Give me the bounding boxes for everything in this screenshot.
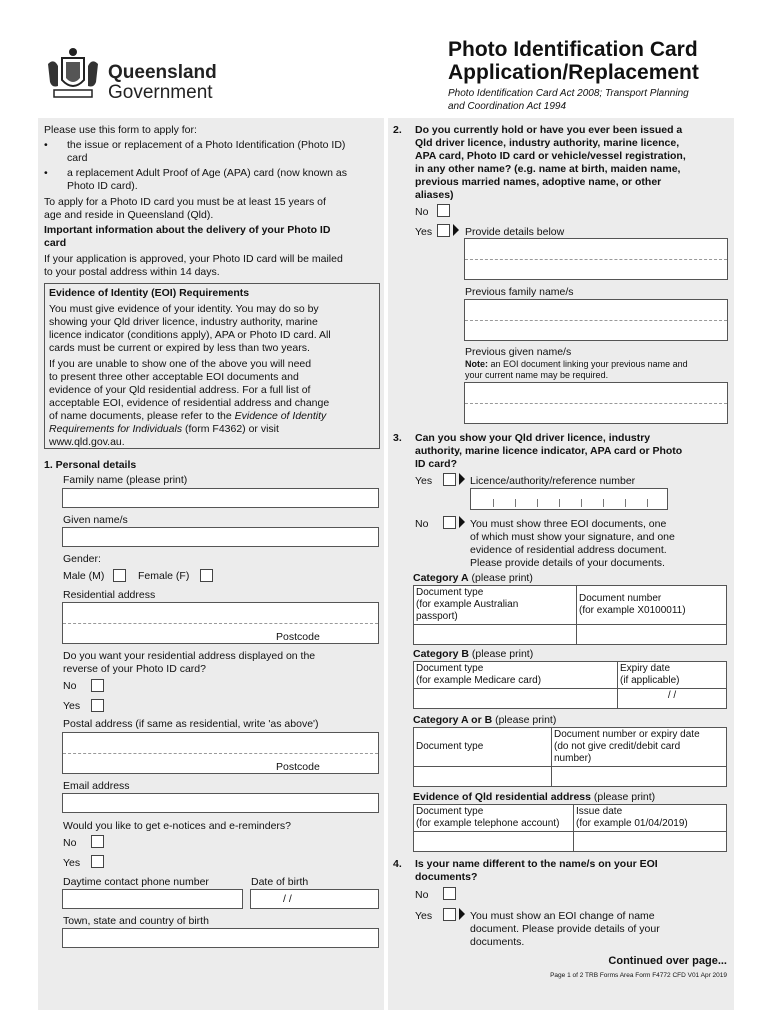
prev-family-label: Previous family name/s <box>465 286 574 298</box>
eoi-doc-title: Evidence of Identity <box>234 410 327 422</box>
cat-a-col1-header: Document type (for example Australian passport) <box>414 586 577 625</box>
bullet-icon: • <box>44 167 48 179</box>
category-ab-heading: Category A or B (please print) <box>413 714 557 726</box>
section3-question-line: authority, marine licence indicator, APA card or Photo <box>415 445 683 457</box>
section2-question-line: previous married names, adoptive name, or other <box>415 176 662 188</box>
eoi-p2-line: to present three other acceptable EOI documents and <box>49 371 299 383</box>
section2-question-line: Qld driver licence, industry authority, marine licence, <box>415 137 680 149</box>
female-checkbox[interactable] <box>200 569 213 582</box>
cat-b-expiry-cell[interactable]: / / <box>618 689 727 709</box>
cat-a-doc-number-cell[interactable] <box>577 625 727 645</box>
gov-name-line1: Queensland <box>108 62 217 83</box>
residential-address-input[interactable] <box>62 602 379 644</box>
eoi-p1-line: cards must be current or expired by less than two years. <box>49 342 310 354</box>
family-name-label: Family name (please print) <box>63 474 188 486</box>
section2-number: 2. <box>393 124 402 136</box>
delivery-heading-line1: Important information about the delivery of your Photo ID <box>44 224 331 236</box>
prev-family-input[interactable] <box>464 299 728 341</box>
res-issue-date-cell[interactable] <box>574 832 727 852</box>
cat-a-col2-header: Document number (for example X0100011) <box>577 586 727 625</box>
postal-address-label: Postal address (if same as residential, write 'as above') <box>63 718 319 730</box>
cat-ab-doc-type-cell[interactable] <box>414 767 552 787</box>
s4-must-line: You must show an EOI change of name <box>470 910 655 922</box>
qld-crest-logo <box>44 44 102 102</box>
postal-postcode-label: Postcode <box>276 761 320 773</box>
eoi-p2-line: acceptable EOI, evidence of residential address and change <box>49 397 330 409</box>
enotice-yes-label: Yes <box>63 857 81 869</box>
form-title-line1: Photo Identification Card <box>448 38 698 61</box>
s3-must-line: evidence of residential address document. <box>470 544 667 556</box>
eoi-p2-line: evidence of your Qld residential address. For a full list of <box>49 384 311 396</box>
display-no-label: No <box>63 680 77 692</box>
s3-must-line: of which must show your signature, and one <box>470 531 675 543</box>
res-doc-type-cell[interactable] <box>414 832 574 852</box>
given-names-input[interactable] <box>62 527 379 547</box>
bullet1-line2: card <box>67 152 88 164</box>
eoi-p2-line: If you are unable to show one of the above you will need <box>49 358 312 370</box>
eoi-doc-title: Requirements for Individuals <box>49 423 183 435</box>
eoi-p2-text: (form F4362) or visit <box>182 423 279 435</box>
s4-yes-checkbox[interactable] <box>443 908 456 921</box>
eoi-p2-text: of name documents, please refer to the <box>49 410 235 422</box>
enotice-no-label: No <box>63 837 77 849</box>
res-col1-header: Document type (for example telephone account) <box>414 805 574 832</box>
s4-yes-label: Yes <box>415 910 433 922</box>
male-checkbox[interactable] <box>113 569 126 582</box>
age-line2: age and reside in Queensland (Qld). <box>44 209 214 221</box>
bullet2-line1: a replacement Adult Proof of Age (APA) card (now known as <box>67 167 347 179</box>
s3-must-line: You must show three EOI documents, one <box>470 518 667 530</box>
dob-input[interactable] <box>250 889 379 909</box>
arrow-right-icon <box>459 908 465 920</box>
residential-postcode-label: Postcode <box>276 631 320 643</box>
s4-no-label: No <box>415 889 429 901</box>
birthplace-input[interactable] <box>62 928 379 948</box>
note-text: an EOI document linking your previous name and <box>488 359 688 369</box>
s3-no-label: No <box>415 518 429 530</box>
eoi-p1-line: You must give evidence of your identity. You may do so by <box>49 303 319 315</box>
email-label: Email address <box>63 780 130 792</box>
delivery-heading-line2: card <box>44 237 67 249</box>
enotice-question: Would you like to get e-notices and e-reminders? <box>63 820 292 832</box>
s2-details-input[interactable] <box>464 238 728 280</box>
section2-question-line: APA card, Photo ID card or vehicle/vessel registration, <box>415 150 686 162</box>
s2-note-line1 <box>465 359 688 369</box>
eoi-p1-line: licence indicator (conditions apply), APA or Photo ID card. All <box>49 329 331 341</box>
s3-must-line: Please provide details of your documents. <box>470 557 665 569</box>
section4-question-line: Is your name different to the name/s on your EOI <box>415 858 658 870</box>
prev-given-label: Previous given name/s <box>465 346 572 358</box>
section3-question-line: Can you show your Qld driver licence, industry <box>415 432 651 444</box>
bullet1-line1: the issue or replacement of a Photo Identification (Photo ID) <box>67 139 346 151</box>
prev-given-input[interactable] <box>464 382 728 424</box>
residential-evidence-heading: Evidence of Qld residential address (please print) <box>413 791 656 803</box>
cat-ab-col2-header: Document number or expiry date (do not give credit/debit card number) <box>552 728 727 767</box>
birthplace-label: Town, state and country of birth <box>63 915 209 927</box>
section4-question-line: documents? <box>415 871 478 883</box>
residential-address-label: Residential address <box>63 589 156 601</box>
cat-a-doc-type-cell[interactable] <box>414 625 577 645</box>
display-yes-label: Yes <box>63 700 81 712</box>
residential-evidence-table <box>413 804 727 852</box>
s2-yes-label: Yes <box>415 226 433 238</box>
arrow-right-icon <box>459 516 465 528</box>
licence-number-label: Licence/authority/reference number <box>470 475 636 487</box>
female-label: Female (F) <box>138 570 190 582</box>
cat-ab-col1-header: Document type <box>414 728 552 767</box>
arrow-right-icon <box>459 473 465 485</box>
s2-yes-checkbox[interactable] <box>437 224 450 237</box>
eoi-p2-line <box>49 410 326 422</box>
family-name-input[interactable] <box>62 488 379 508</box>
arrow-right-icon <box>453 224 459 236</box>
cat-b-col2-header: Expiry date (if applicable) <box>618 662 727 689</box>
s2-no-label: No <box>415 206 429 218</box>
form-subtitle-line1: Photo Identification Card Act 2008; Transport Planning <box>448 88 689 99</box>
phone-label: Daytime contact phone number <box>63 876 209 888</box>
section2-question-line: in any other name? (e.g. name at birth, maiden name, <box>415 163 681 175</box>
category-ab-table <box>413 727 727 787</box>
s4-must-line: documents. <box>470 936 525 948</box>
postal-address-input[interactable] <box>62 732 379 774</box>
section3-question-line: ID card? <box>415 458 458 470</box>
enotice-no-checkbox[interactable] <box>91 835 104 848</box>
eoi-p1-line: showing your Qld driver licence, industry authority, marine <box>49 316 318 328</box>
email-input[interactable] <box>62 793 379 813</box>
res-col2-header: Issue date (for example 01/04/2019) <box>574 805 727 832</box>
eoi-p2-line <box>49 423 279 435</box>
section1-heading: 1. Personal details <box>44 459 137 471</box>
s2-details-label: Provide details below <box>465 226 565 238</box>
delivery-line2: to your postal address within 14 days. <box>44 266 220 278</box>
form-subtitle-line2: and Coordination Act 1994 <box>448 101 567 112</box>
category-b-table <box>413 661 727 709</box>
s4-must-line: document. Please provide details of your <box>470 923 660 935</box>
s3-yes-label: Yes <box>415 475 433 487</box>
s3-yes-checkbox[interactable] <box>443 473 456 486</box>
s4-no-checkbox[interactable] <box>443 887 456 900</box>
phone-input[interactable] <box>62 889 243 909</box>
cat-ab-doc-number-cell[interactable] <box>552 767 727 787</box>
category-b-heading: Category B (please print) <box>413 648 534 660</box>
s2-no-checkbox[interactable] <box>437 204 450 217</box>
bullet2-line2: Photo ID card). <box>67 180 138 192</box>
intro-lead: Please use this form to apply for: <box>44 124 197 136</box>
continued-note: Continued over page... <box>608 955 727 967</box>
dob-separators: / / <box>283 893 292 905</box>
cat-b-col1-header: Document type (for example Medicare card) <box>414 662 618 689</box>
section2-question-line: aliases) <box>415 189 454 201</box>
category-a-heading: Category A (please print) <box>413 572 533 584</box>
section4-number: 4. <box>393 858 402 870</box>
display-question-line2: reverse of your Photo ID card? <box>63 663 206 675</box>
section2-question-line: Do you currently hold or have you ever been issued a <box>415 124 683 136</box>
note-label: Note: <box>465 359 488 369</box>
bullet-icon: • <box>44 139 48 151</box>
enotice-yes-checkbox[interactable] <box>91 855 104 868</box>
gov-name-line2: Government <box>108 82 213 103</box>
display-question-line1: Do you want your residential address displayed on the <box>63 650 316 662</box>
dob-label: Date of birth <box>251 876 309 888</box>
given-names-label: Given name/s <box>63 514 128 526</box>
delivery-line1: If your application is approved, your Photo ID card will be mailed <box>44 253 343 265</box>
age-line1: To apply for a Photo ID card you must be at least 15 years of <box>44 196 326 208</box>
category-a-table <box>413 585 727 645</box>
form-title-line2: Application/Replacement <box>448 61 699 84</box>
eoi-heading: Evidence of Identity (EOI) Requirements <box>49 287 250 299</box>
s3-no-checkbox[interactable] <box>443 516 456 529</box>
eoi-url-link[interactable]: www.qld.gov.au. <box>49 436 125 448</box>
section3-number: 3. <box>393 432 402 444</box>
cat-b-doc-type-cell[interactable] <box>414 689 618 709</box>
display-yes-checkbox[interactable] <box>91 699 104 712</box>
gender-label: Gender: <box>63 553 101 565</box>
display-no-checkbox[interactable] <box>91 679 104 692</box>
licence-number-input[interactable] <box>470 488 668 510</box>
page-footer: Page 1 of 2 TRB Forms Area Form F4772 CFD V01 Apr 2019 <box>550 972 727 979</box>
male-label: Male (M) <box>63 570 105 582</box>
s2-note-line2: your current name may be required. <box>465 370 609 380</box>
